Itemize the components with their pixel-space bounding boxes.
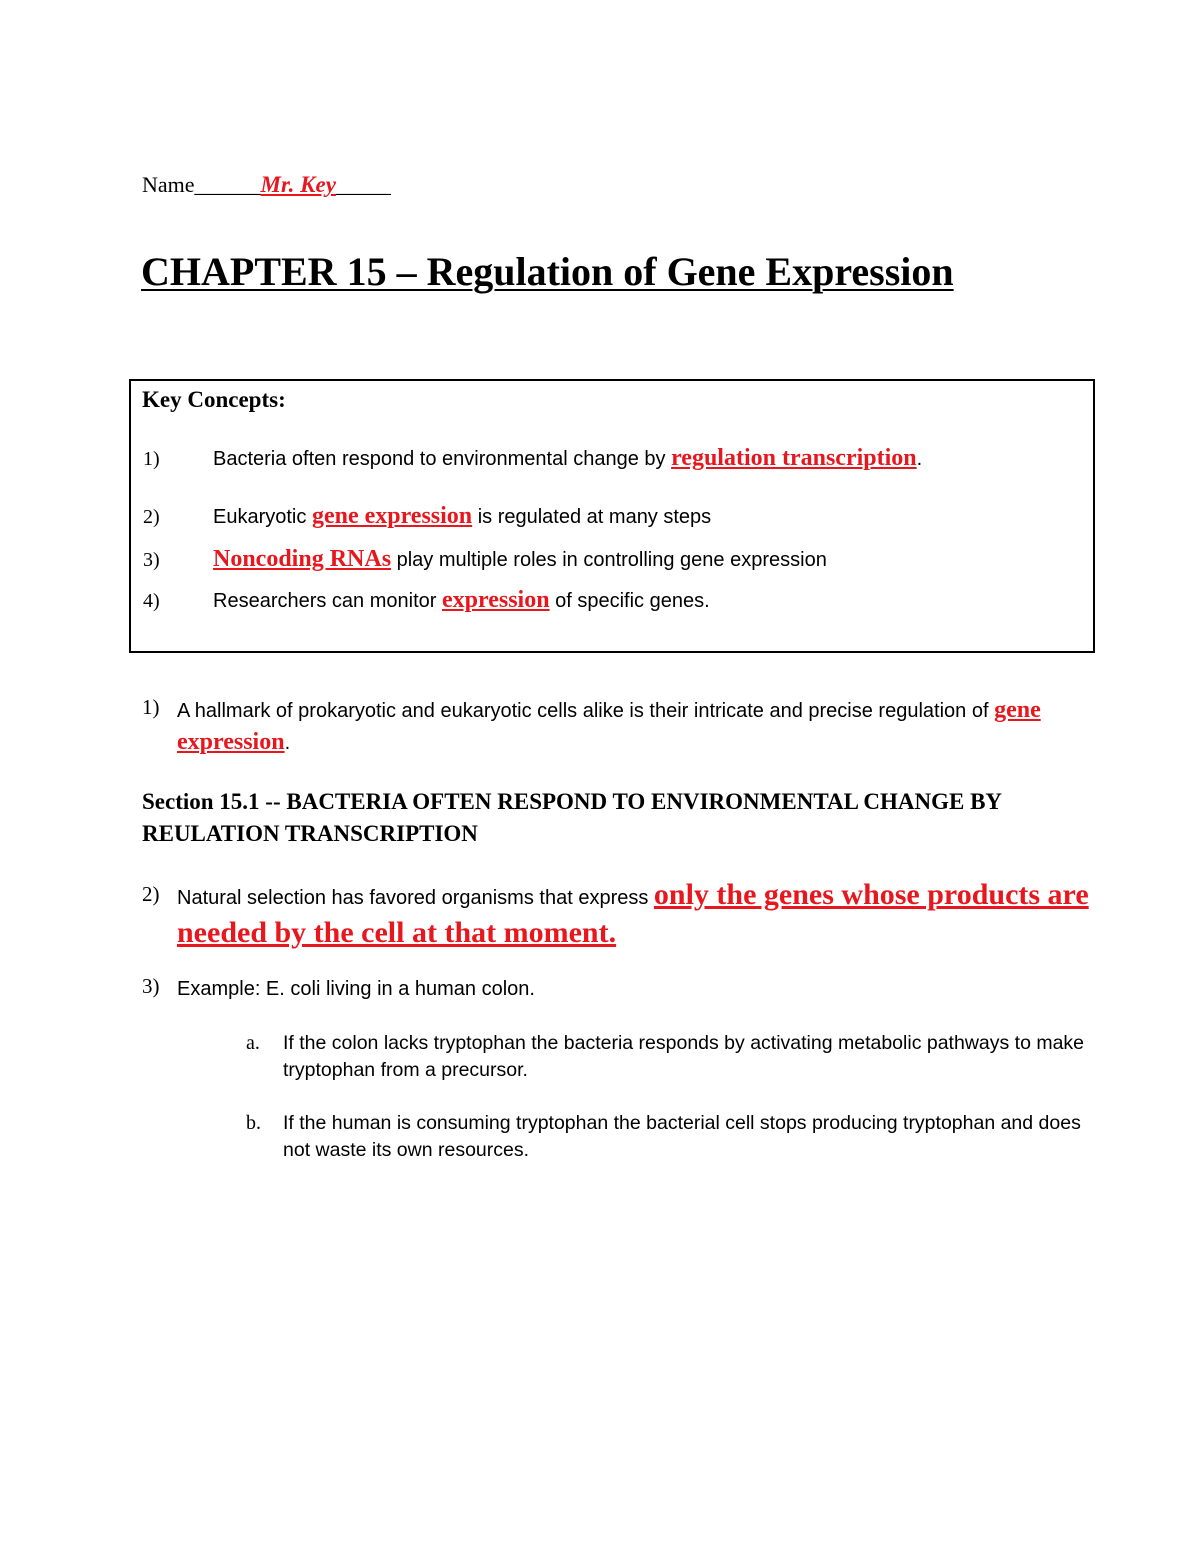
- sub-item-a: [246, 1030, 1106, 1084]
- key-concept-3: [143, 546, 827, 573]
- sub-item-text: If the colon lacks tryptophan the bacteria responds by activating metabolic pathways to make tryptophan from a precursor.: [283, 1032, 1085, 1081]
- key-concept-1: [143, 445, 922, 472]
- key-concepts-heading: Key Concepts:: [142, 387, 286, 412]
- sub-item-b: [246, 1110, 1106, 1164]
- sub-item-text: If the human is consuming tryptophan the bacterial cell stops producing tryptophan and does not waste its own resources.: [283, 1112, 1081, 1161]
- key-concept-answer: expression: [441, 587, 550, 613]
- name-label: Name______: [142, 172, 261, 197]
- key-concept-number: 1): [143, 448, 160, 470]
- section-heading: Section 15.1 -- BACTERIA OFTEN RESPOND TO ENVIRONMENTAL CHANGE BY REULATION TRANSCRIPTION: [142, 789, 1002, 846]
- key-concept-text: Researchers can monitor: [213, 590, 442, 612]
- chapter-title: CHAPTER 15 – Regulation of Gene Expression: [141, 249, 954, 294]
- key-concept-answer: gene expression: [311, 503, 473, 529]
- name-line: [142, 172, 391, 198]
- note-item-3: [142, 974, 1092, 1005]
- note-number: 3): [142, 974, 160, 998]
- note-number: 2): [142, 882, 160, 906]
- name-trailing: _____: [335, 172, 391, 197]
- sub-item-letter: a.: [246, 1032, 260, 1054]
- name-value: Mr. Key: [260, 172, 336, 197]
- key-concept-number: 4): [143, 590, 160, 612]
- key-concept-2: [143, 503, 711, 530]
- key-concept-4: [143, 587, 710, 614]
- key-concept-text: Eukaryotic: [213, 506, 312, 528]
- key-concepts-box: [129, 379, 1095, 653]
- key-concept-number: 3): [143, 549, 160, 571]
- sub-item-letter: b.: [246, 1112, 261, 1134]
- note-item-1: [142, 695, 1092, 759]
- key-concept-number: 2): [143, 506, 160, 528]
- note-item-2: [142, 876, 1092, 952]
- key-concept-text: Bacteria often respond to environmental change by: [213, 448, 672, 470]
- key-concept-answer: regulation transcription: [671, 445, 917, 471]
- note-number: 1): [142, 695, 160, 719]
- note-text: .: [284, 732, 291, 754]
- note-body: Example: E. coli living in a human colon.: [177, 978, 535, 1000]
- key-concept-answer: Noncoding RNAs: [213, 546, 392, 572]
- note-answer: only the genes whose products are needed by the cell at that moment.: [177, 878, 1089, 949]
- key-concept-text: of specific genes.: [549, 590, 710, 612]
- key-concept-text: play multiple roles in controlling gene expression: [391, 549, 827, 571]
- key-concept-text: .: [916, 448, 923, 470]
- note-answer: gene expression: [177, 697, 1041, 755]
- note-body: [177, 695, 1092, 759]
- note-body: [177, 876, 1092, 952]
- key-concept-text: is regulated at many steps: [472, 506, 712, 528]
- note-text: A hallmark of prokaryotic and eukaryotic cells alike is their intricate and precise regulation of: [177, 700, 995, 722]
- note-text: Natural selection has favored organisms that express: [177, 887, 654, 909]
